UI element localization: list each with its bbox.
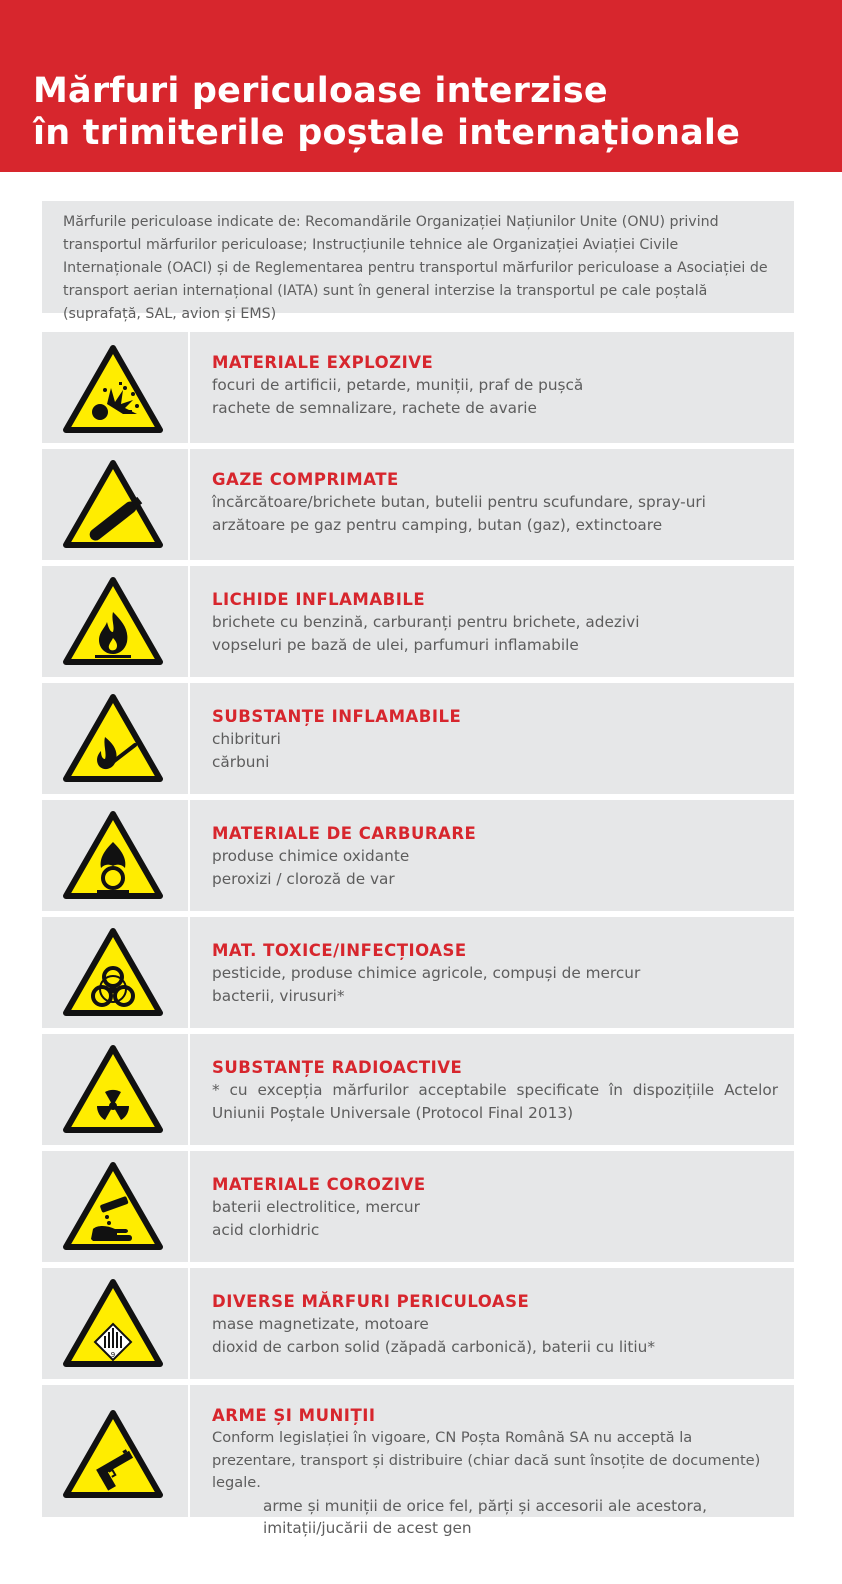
category-line: arzătoare pe gaz pentru camping, butan (gaz), extinctoare: [212, 515, 663, 534]
oxidizer-icon: [63, 810, 163, 900]
category-row-weapons: [42, 1385, 794, 1537]
category-line: pesticide, produse chimice agricole, compuși de mercur: [212, 964, 641, 982]
category-text: [212, 1406, 778, 1540]
category-icon-cell: [42, 800, 190, 911]
category-line: peroxizi / cloroză de var: [212, 869, 395, 888]
category-row-miscellaneous: [42, 1268, 794, 1379]
flammable-liquid-icon: [63, 576, 163, 666]
category-title: MATERIALE DE CARBURARE: [212, 824, 477, 843]
category-row-toxic-infectious: [42, 917, 794, 1028]
category-title: GAZE COMPRIMATE: [212, 470, 399, 489]
category-line: încărcătoare/brichete butan, butelii pentru scufundare, spray-uri: [212, 493, 706, 511]
category-line: vopseluri pe bază de ulei, parfumuri inflamabile: [212, 635, 579, 654]
category-row-radioactive: [42, 1034, 794, 1145]
category-text: [212, 353, 778, 419]
category-icon-cell: [42, 1385, 190, 1517]
category-text: [212, 470, 778, 536]
category-line: brichete cu benzină, carburanți pentru brichete, adezivi: [212, 613, 640, 631]
category-note: Conform legislației în vigoare, CN Poșta Română SA nu acceptă la prezentare, transport și distribuire (chiar dacă sunt însoțite de documente) legale.: [212, 1429, 761, 1491]
category-line: baterii electrolitice, mercur: [212, 1198, 420, 1216]
category-title: ARME ȘI MUNIȚII: [212, 1406, 376, 1425]
class-number-label: 9: [110, 1351, 116, 1359]
category-icon-cell: [42, 1268, 190, 1379]
category-icon-cell: [42, 917, 190, 1028]
category-icon-cell: [42, 332, 190, 443]
category-note: * cu excepția mărfurilor acceptabile specificate în dispozițiile Actelor Uniunii Poștale Universale (Protocol Final 2013): [212, 1081, 778, 1122]
category-icon-cell: [42, 566, 190, 677]
category-title: MATERIALE COROZIVE: [212, 1175, 426, 1194]
category-title: MATERIALE EXPLOZIVE: [212, 353, 434, 372]
miscellaneous-hazard-icon: [63, 1278, 163, 1368]
category-title: SUBSTANȚE INFLAMABILE: [212, 707, 462, 726]
weapons-icon: [63, 1409, 163, 1499]
category-row-compressed-gas: [42, 449, 794, 560]
category-text: [212, 941, 778, 1007]
intro-panel: [42, 201, 794, 322]
category-line: bacterii, virusuri*: [212, 986, 345, 1005]
category-icon-cell: [42, 449, 190, 560]
category-line: imitații/jucării de acest gen: [263, 1519, 472, 1537]
category-text: [212, 824, 778, 890]
category-title: LICHIDE INFLAMABILE: [212, 590, 426, 609]
page-title-line-2: în trimiterile poștale internaționale: [33, 113, 741, 153]
category-line: focuri de artificii, petarde, muniții, praf de pușcă: [212, 376, 584, 394]
category-text: [212, 1175, 778, 1241]
category-title: MAT. TOXICE/INFECȚIOASE: [212, 941, 467, 960]
category-icon-cell: [42, 683, 190, 794]
category-row-flammable-substances: [42, 683, 794, 794]
category-line: cărbuni: [212, 752, 270, 771]
category-row-oxidizers: [42, 800, 794, 911]
category-line: chibrituri: [212, 730, 281, 748]
category-line: rachete de semnalizare, rachete de avarie: [212, 398, 537, 417]
radioactive-icon: [63, 1044, 163, 1134]
category-row-flammable-liquids: [42, 566, 794, 677]
category-text: [212, 590, 778, 656]
category-line: produse chimice oxidante: [212, 847, 410, 865]
page-title-line-1: Mărfuri periculoase interzise: [33, 71, 608, 111]
category-icon-cell: [42, 1034, 190, 1145]
corrosive-icon: [63, 1161, 163, 1251]
category-line: mase magnetizate, motoare: [212, 1315, 429, 1333]
category-text: [212, 1058, 778, 1124]
header-banner: [0, 0, 842, 172]
category-title: DIVERSE MĂRFURI PERICULOASE: [212, 1292, 530, 1311]
category-icon-cell: [42, 1151, 190, 1262]
flammable-solid-icon: [63, 693, 163, 783]
category-text: [212, 1292, 778, 1358]
category-line: dioxid de carbon solid (zăpadă carbonică), baterii cu litiu*: [212, 1337, 655, 1356]
category-line: arme și muniții de orice fel, părți și accesorii ale acestora,: [263, 1496, 707, 1515]
category-row-corrosive: [42, 1151, 794, 1262]
category-text: [212, 707, 778, 773]
category-row-explosives: [42, 332, 794, 443]
intro-text: Mărfurile periculoase indicate de: Recomandările Organizației Națiunilor Unite (ONU) privind transportul mărfurilor periculoase; Instrucțiunile tehnice ale Organizației Aviației Civile Internaționale (OACI) și de Reglementarea pentru transportul mărfurilor periculoase a Asociației de transport aerian internațional (IATA) sunt în general interzise la transportul pe cale poștală (suprafață, SAL, avion și EMS): [63, 214, 768, 322]
category-line: acid clorhidric: [212, 1220, 320, 1239]
page-title: [33, 70, 740, 154]
category-title: SUBSTANȚE RADIOACTIVE: [212, 1058, 463, 1077]
compressed-gas-icon: [63, 459, 163, 549]
biohazard-icon: [63, 927, 163, 1017]
explosive-icon: [63, 344, 163, 434]
